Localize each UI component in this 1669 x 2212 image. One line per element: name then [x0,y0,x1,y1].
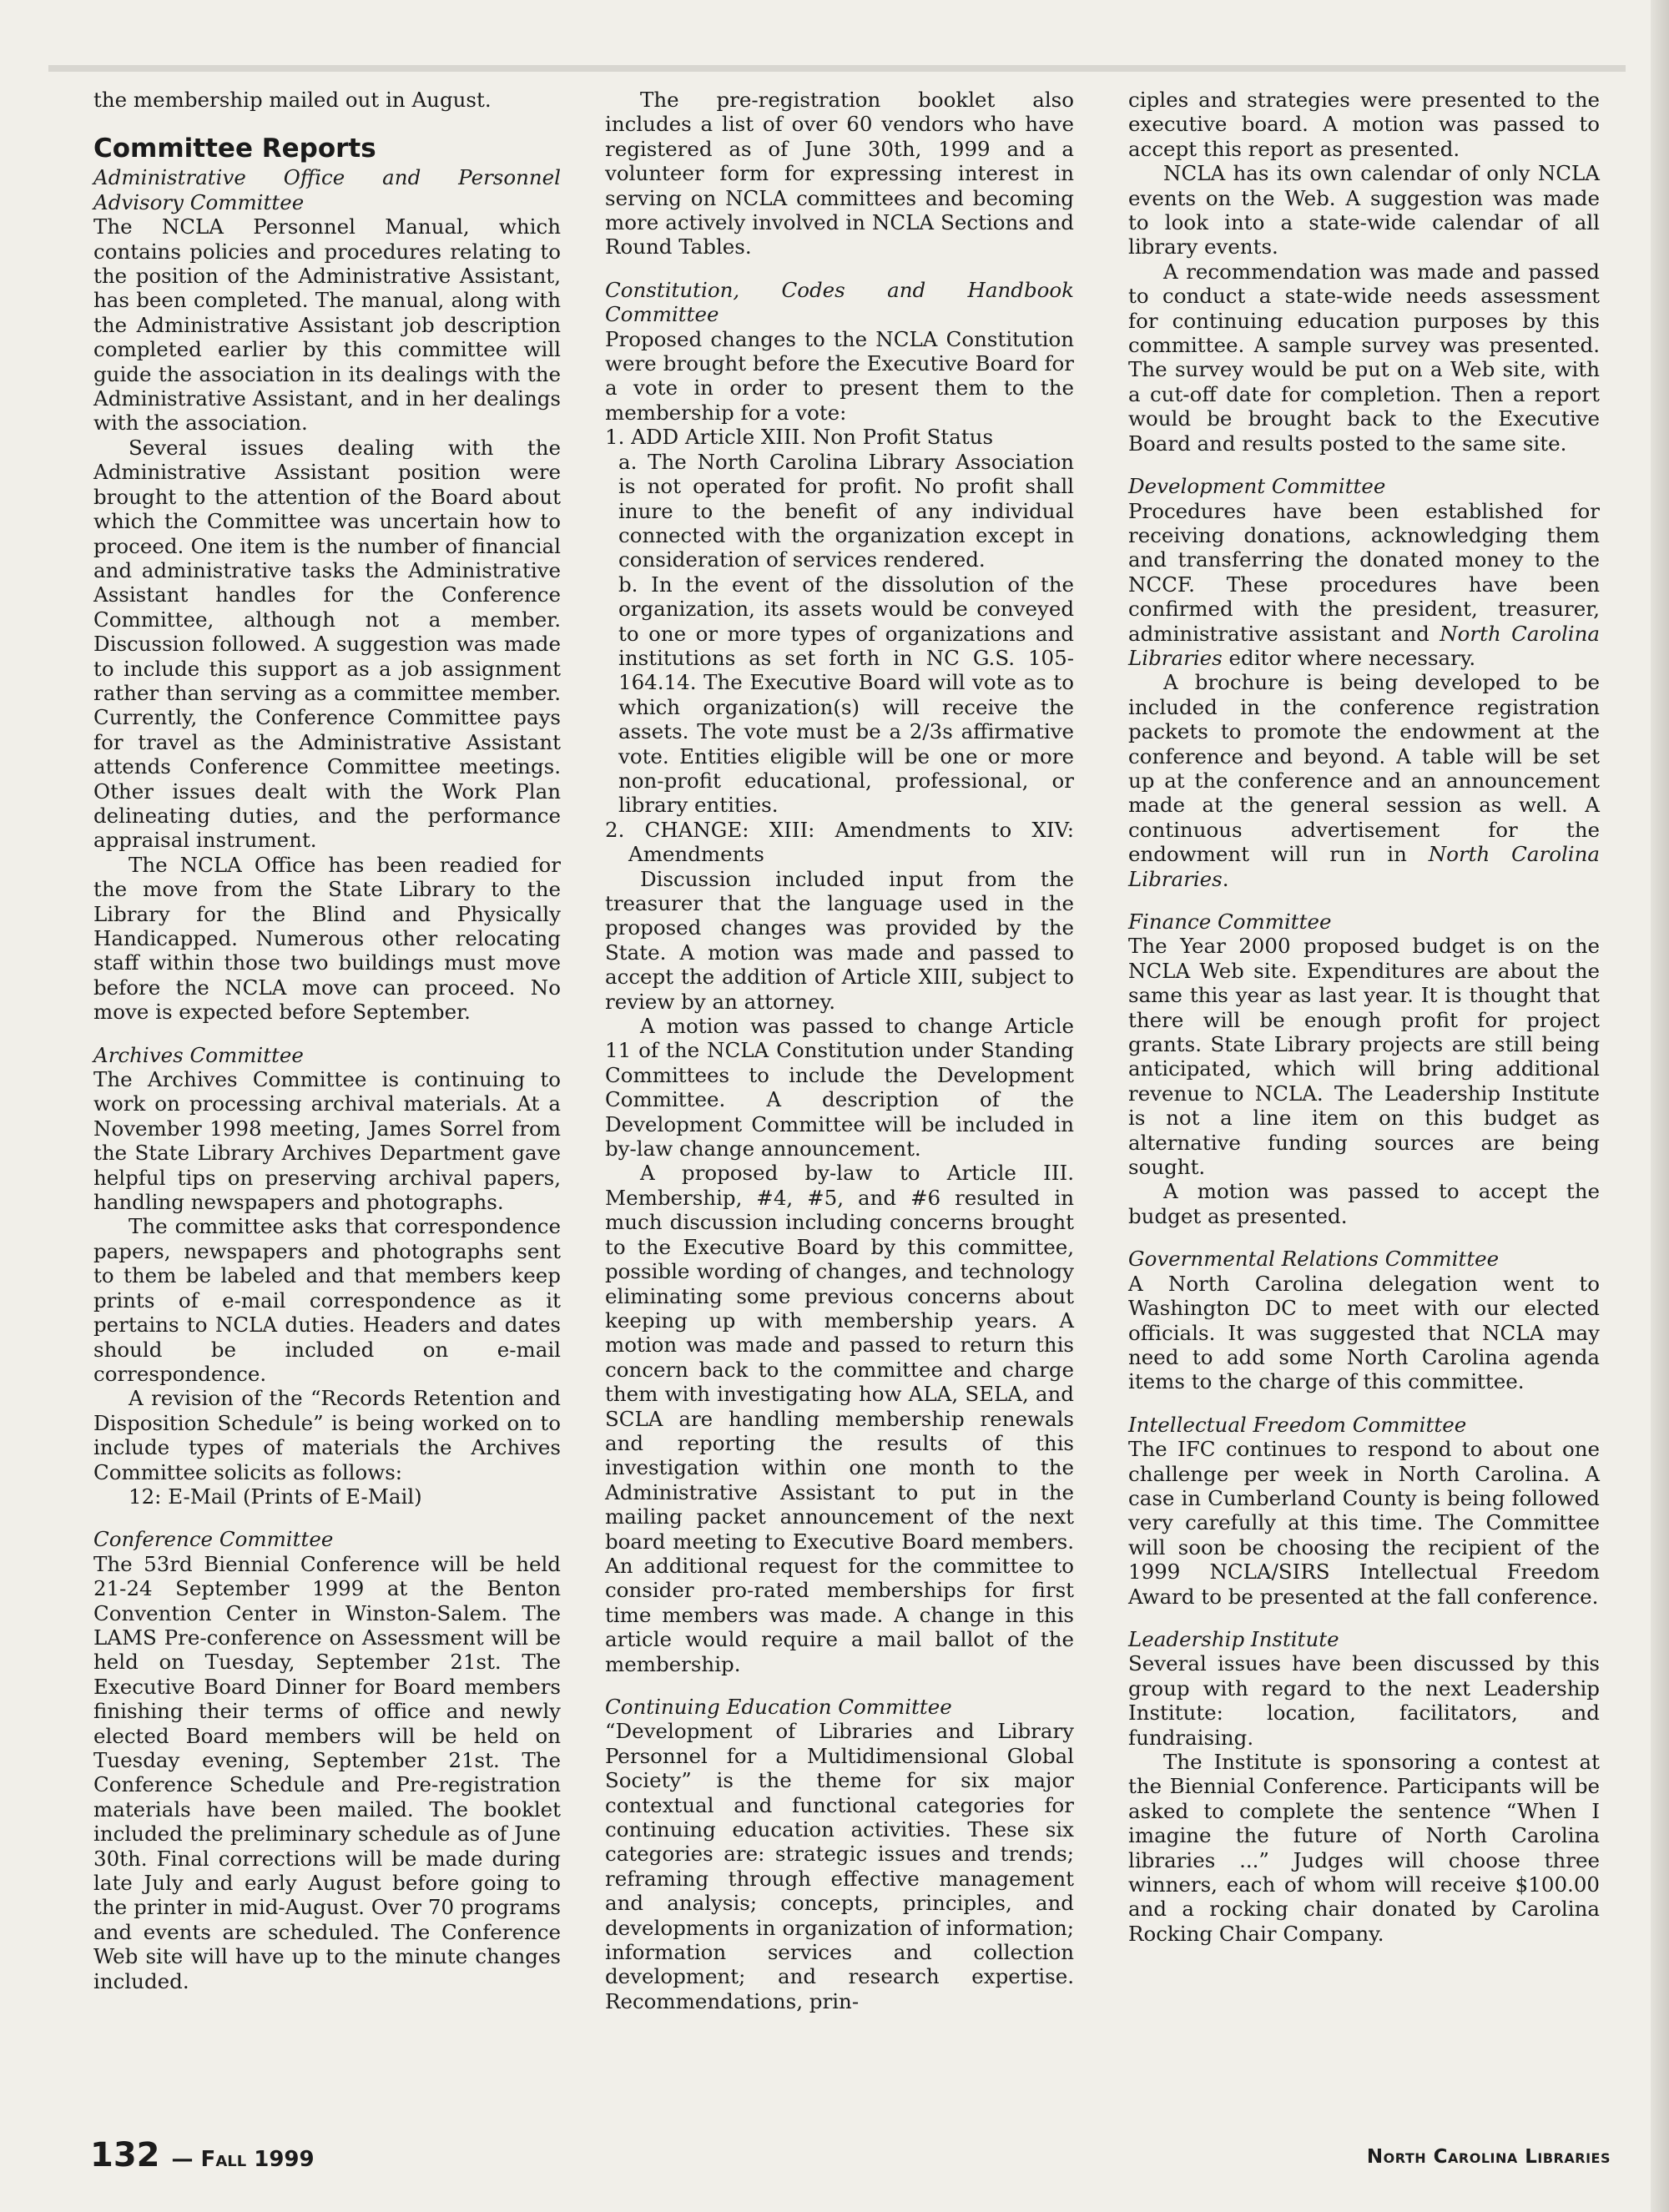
list-item: a. The North Carolina Library Association is not operated for profit. No profit shall inure to the benefit of any individual connected with the organization except in consideration of services rendered. [618,449,1074,572]
section-title: Committee Reports [93,134,376,164]
column-middle [605,88,1074,2013]
list-item: 2. CHANGE: XIII: Amendments to XIV: Amendments [605,817,1074,867]
subheading-admin: Administrative Office and Personnel Advisory Committee [93,165,561,214]
paragraph: The IFC continues to respond to about one challenge per week in North Carolina. A case in Cumberland County is being followed very carefully at this time. The Committee will soon be choosing the recipient of the 1999 NCLA/SIRS Intellectual Freedom Award to be presented at the fall conference. [1128,1437,1600,1609]
issue-date: — Fall 1999 [171,2147,315,2172]
subheading-leadership-institute: Leadership Institute [1128,1626,1339,1651]
paragraph: The Year 2000 proposed budget is on the NCLA Web site. Expenditures are about the same this year as last year. It is thought that there will be enough profit for project grants. State Library projects are still being anticipated, which will bring additional revenue to NCLA. The Leadership Institute is not a line item on this budget as alternative funding sources are being sought. [1128,934,1600,1180]
paragraph: Procedures have been established for receiving donations, acknowledging them and transferring the donated money to the NCCF. These procedures have been confirmed with the president, treasurer, administrative assistant and North Carolina Libraries editor where necessary. [1128,498,1601,670]
paragraph: the membership mailed out in August. [93,88,492,112]
paragraph: The NCLA Office has been readied for the move from the State Library to the Library for the Blind and Physically Handicapped. Numerous other relocating staff within those two buildings must move before the NCLA move can proceed. No move is expected before September. [93,852,561,1025]
column-left [93,88,561,1993]
subheading-continuing-education: Continuing Education Committee [605,1695,952,1719]
page-number: 132 [90,2136,160,2174]
paragraph: NCLA has its own calendar of only NCLA events on the Web. A suggestion was made to look into a state-wide calendar of all library events. [1128,161,1600,259]
subheading-governmental-relations: Governmental Relations Committee [1128,1247,1500,1272]
subheading-conference: Conference Committee [93,1527,334,1552]
paragraph: The pre-registration booklet also includes a list of over 60 vendors who have registered as of June 30th, 1999 and a volunteer form for expressing interest in serving on NCLA committees and becoming more actively involved in NCLA Sections and Round Tables. [605,88,1074,259]
subheading-finance: Finance Committee [1128,909,1332,934]
subheading-development: Development Committee [1128,474,1386,499]
paragraph: Several issues have been discussed by this group with regard to the next Leadership Institute: location, facilitators, and fundraising. [1128,1651,1600,1750]
paragraph: ciples and strategies were presented to the executive board. A motion was passed to accept this report as presented. [1128,88,1600,161]
paragraph: Several issues dealing with the Administrative Assistant position were brought to the attention of the Board about which the Committee was uncertain how to proceed. One item is the number of financial and administrative tasks the Administrative Assistant handles for the Conference Committee, although not a member. Discussion followed. A suggestion was made to include this support as a job assignment rather than serving as a committee member. Currently, the Conference Committee pays for travel as the Administrative Assistant attends Conference Committee meetings. Other issues dealt with the Work Plan delineating duties, and the performance appraisal instrument. [93,435,561,853]
top-rule [48,65,1626,72]
paragraph: Proposed changes to the NCLA Constitution were brought before the Executive Board for a vote in order to present them to the membership for a vote: [605,326,1074,425]
paragraph: A North Carolina delegation went to Washington DC to meet with our elected officials. It was suggested that NCLA may need to add some North Carolina agenda items to the charge of this committee. [1128,1271,1600,1394]
subheading-archives: Archives Committee [93,1042,304,1067]
paragraph: The Archives Committee is continuing to work on processing archival materials. At a November 1998 meeting, James Sorrel from the State Library Archives Department gave helpful tips on preserving archival papers, handling newspapers and photographs. [93,1067,561,1215]
paragraph: A motion was passed to accept the budget as presented. [1128,1179,1600,1228]
page-edge [1651,0,1669,2212]
list-item: 1. ADD Article XIII. Non Profit Status [605,425,994,450]
paragraph: 12: E-Mail (Prints of E-Mail) [129,1484,422,1509]
paragraph: The Institute is sponsoring a contest at the Biennial Conference. Participants will be asked to complete the sentence “When I imagine the future of North Carolina libraries ...” Judges will choose three winners, each of whom will receive $100.00 and a rocking chair donated by Carolina Rocking Chair Company. [1128,1750,1600,1946]
list-item: b. In the event of the dissolution of the organization, its assets would be conveyed to one or more types of organizations and institutions as set forth in NC G.S. 105-164.14. The Executive Board will vote as to which organization(s) will receive the assets. The vote must be a 2/3s affirmative vote. Entities eligible will be one or more non-profit educational, professional, or library entities. [618,572,1074,818]
paragraph: A revision of the “Records Retention and Disposition Schedule” is being worked on to include types of materials the Archives Committee solicits as follows: [93,1386,561,1484]
paragraph: The 53rd Biennial Conference will be held 21-24 September 1999 at the Benton Convention Center in Winston-Salem. The LAMS Pre-conference on Assessment will be held on Tuesday, September 21st. The Executive Board Dinner for Board members finishing their terms of office and newly elected Board members will be held on Tuesday evening, September 21st. The Conference Schedule and Pre-registration materials have been mailed. The booklet included the preliminary schedule as of June 30th. Final corrections will be made during late July and early August before going to the printer in mid-August. Over 70 programs and events are scheduled. The Conference Web site will have up to the minute changes included. [93,1551,561,1993]
paragraph: Discussion included input from the treasurer that the language used in the proposed changes was provided by the State. A motion was made and passed to accept the addition of Article XIII, subject to review by an attorney. [605,866,1074,1014]
paragraph: A recommendation was made and passed to conduct a state-wide needs assessment for continuing education purposes by this committee. A sample survey was presented. The survey would be put on a Web site, with a cut-off date for completion. Then a report would be brought back to the Executive Board and results posted to the same site. [1128,259,1600,456]
journal-title: North Carolina Libraries [1366,2146,1611,2168]
paragraph: “Development of Libraries and Library Personnel for a Multidimensional Global Society” is the theme for six major contextual and functional categories for continuing education activities. These six categories are: strategic issues and trends; reframing through effective management and analysis; concepts, principles, and developments in organization of information; information services and collection development; and research expertise. Recommendations, prin- [605,1719,1074,2013]
paragraph: A brochure is being developed to be included in the conference registration packets to promote the endowment at the conference and beyond. A table will be set up at the conference and an announcement made at the general session as well. A continuous advertisement for the endowment will run in North Carolina Libraries. [1128,670,1600,891]
paragraph: A proposed by-law to Article III. Membership, #4, #5, and #6 resulted in much discussion including concerns brought to the Executive Board by this committee, possible wording of changes, and technology eliminating some previous concerns about keeping up with membership years. A motion was made and passed to return this concern back to the committee and charge them with investigating how ALA, SELA, and SCLA are handling membership renewals and reporting the results of this investigation within one month to the Administrative Assistant to put in the mailing packet announcement of the next board meeting to Executive Board members. An additional request for the committee to consider pro-rated memberships for first time members was made. A change in this article would require a mail ballot of the membership. [605,1161,1074,1676]
column-right [1128,88,1600,1946]
paragraph: The committee asks that correspondence papers, newspapers and photographs sent to them be labeled and that members keep prints of e-mail correspondence as it pertains to NCLA duties. Headers and dates should be included on e-mail correspondence. [93,1214,561,1386]
paragraph: A motion was passed to change Article 11 of the NCLA Constitution under Standing Committees to include the Development Committee. A description of the Development Committee will be included in by-law change announcement. [605,1014,1074,1161]
subheading-intellectual-freedom: Intellectual Freedom Committee [1128,1412,1467,1437]
paragraph: The NCLA Personnel Manual, which contains policies and procedures relating to the position of the Administrative Assistant, has been completed. The manual, along with the Administrative Assistant job description completed earlier by this committee will guide the association in its dealings with the Administrative Assistant, and in her dealings with the association. [93,214,561,436]
subheading-constitution: Constitution, Codes and Handbook Committee [605,277,1074,327]
page-footer [90,2136,315,2174]
